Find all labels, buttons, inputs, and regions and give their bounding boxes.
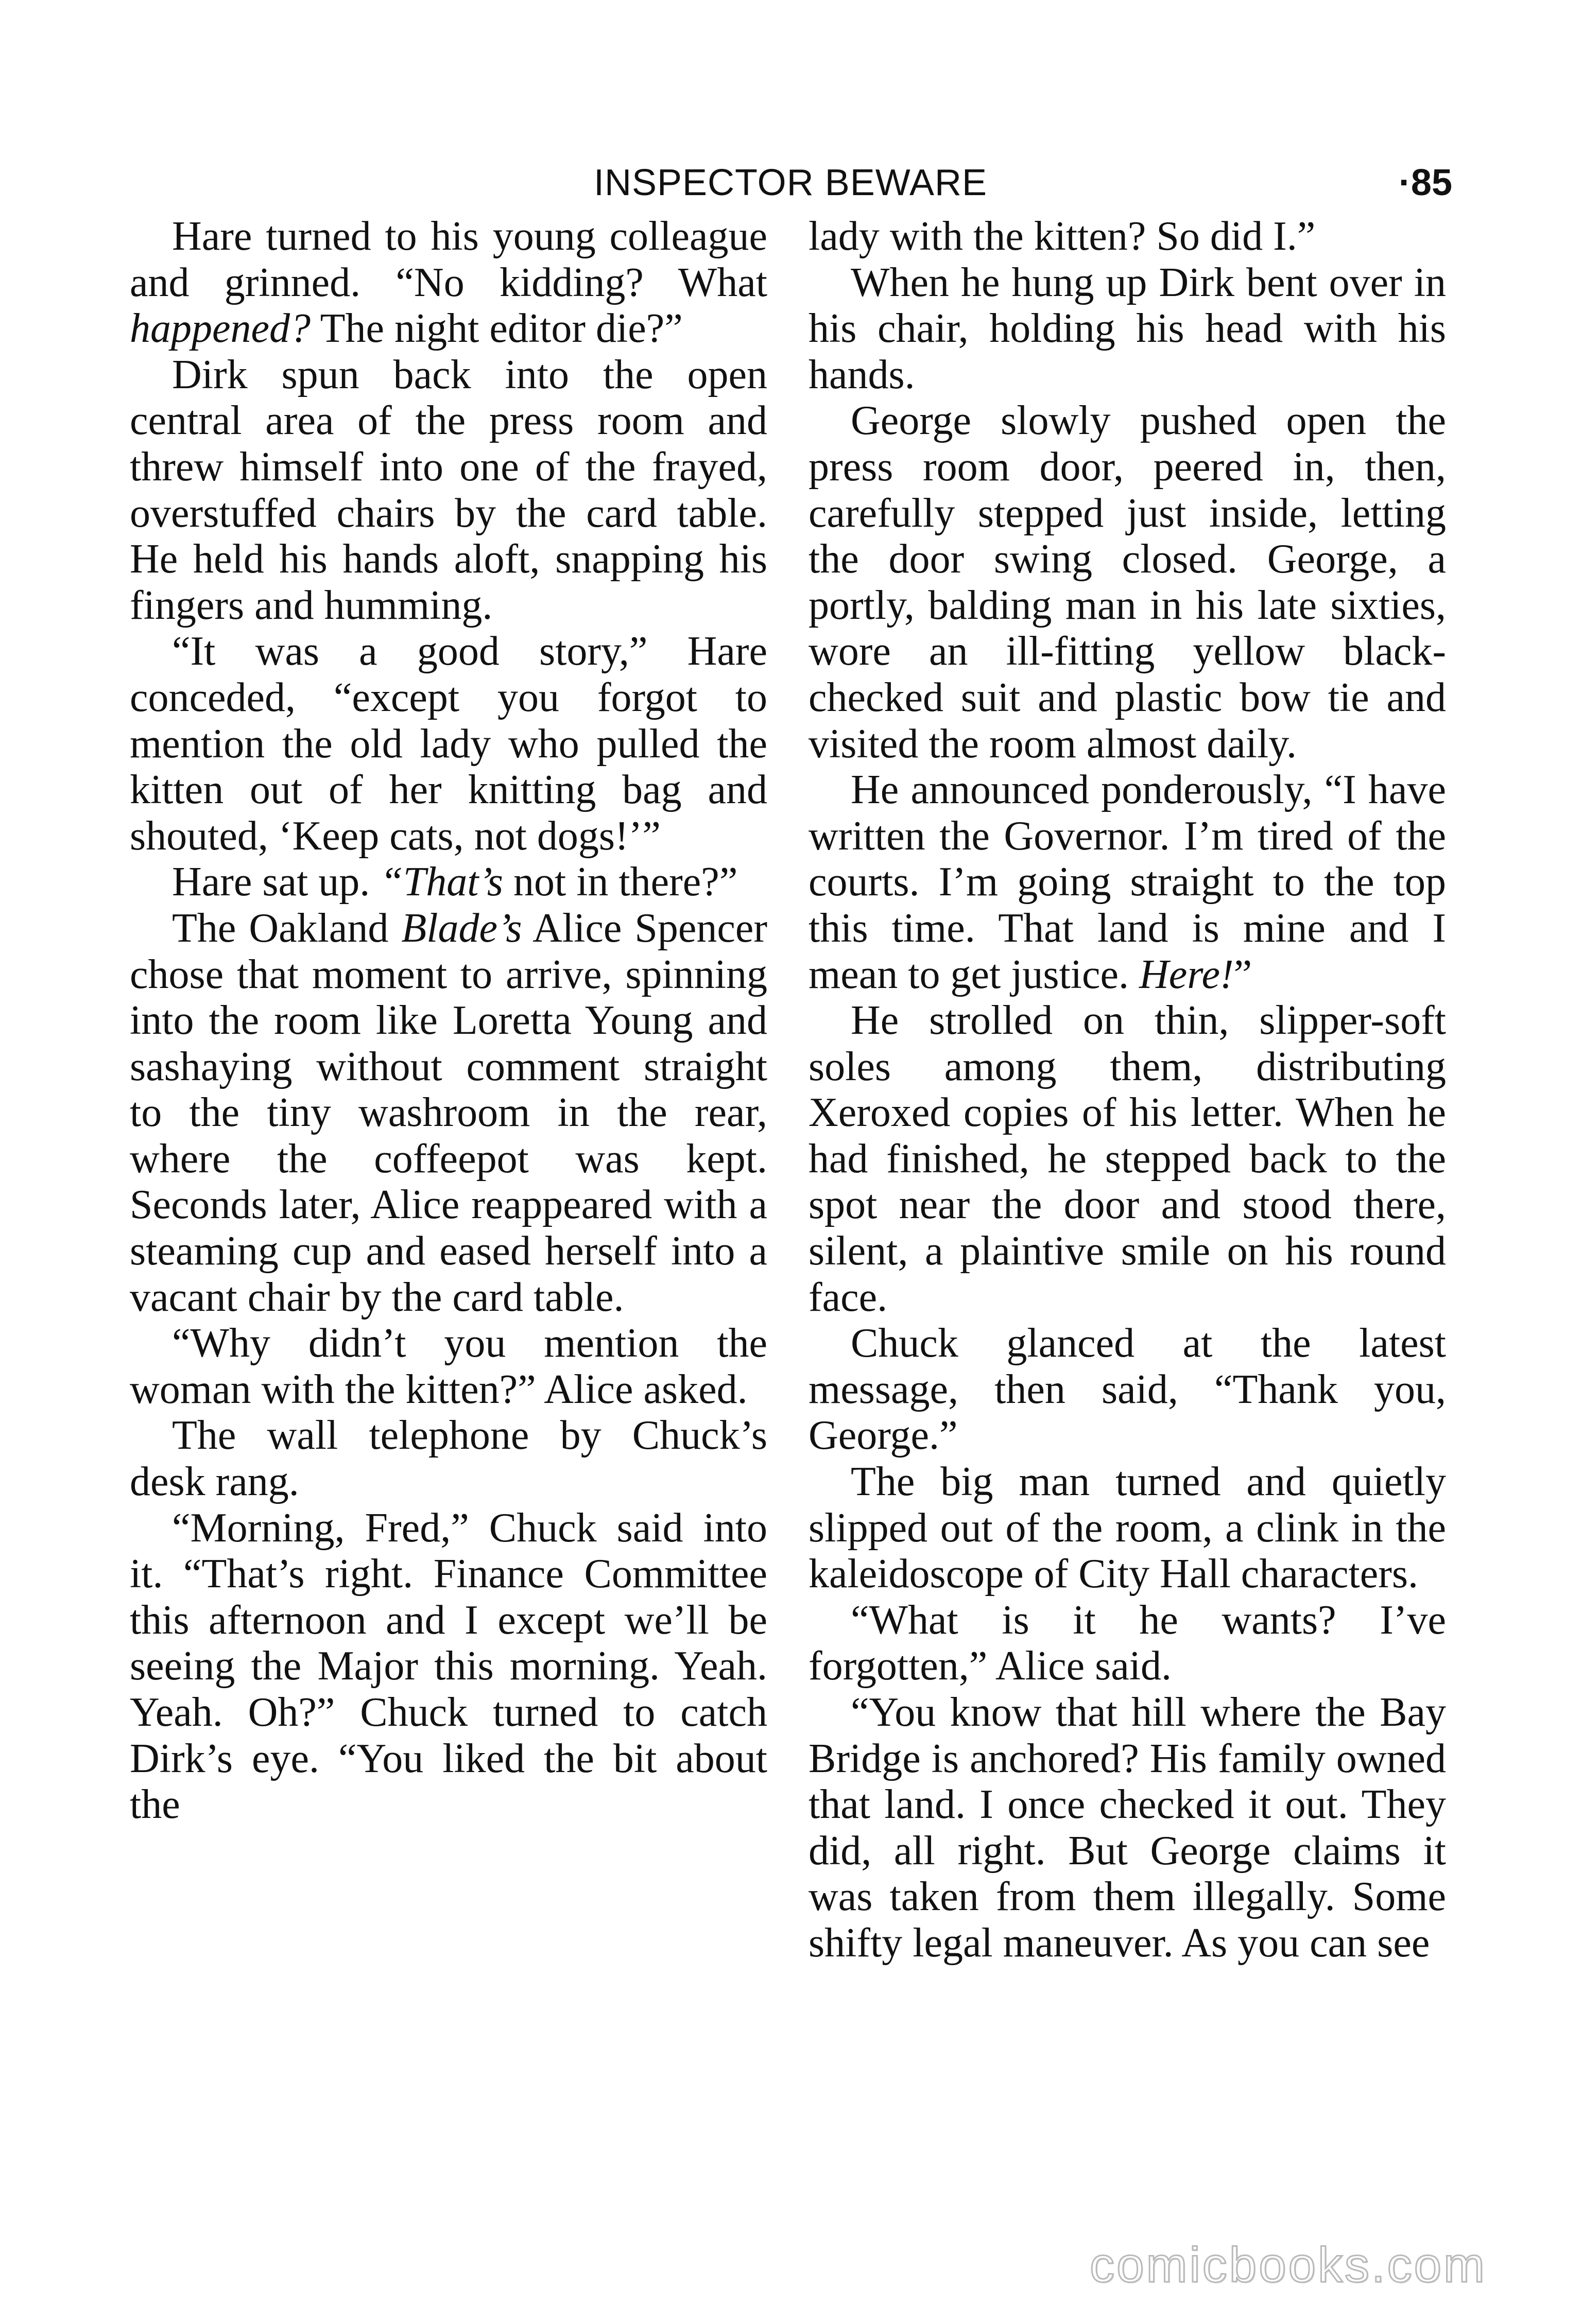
paragraph: “You know that hill where the Bay Bridge is anchored? His family owned that land. I once checked it out. They did, all right. But George claims it was taken from them illegally. Some shifty legal maneuver. As you can see <box>809 1690 1446 1966</box>
paragraph: Hare sat up. “That’s not in there?” <box>172 859 738 905</box>
page-number: ·85 <box>1398 162 1452 203</box>
paragraph: When he hung up Dirk bent over in his chair, holding his head with his hands. <box>809 259 1446 397</box>
paragraph: “Morning, Fred,” Chuck said into it. “That’s right. Finance Committee this afternoon and I except we’ll be seeing the Major this morning. Yeah. Yeah. Oh?” Chuck turned to catch Dirk’s eye. “You liked the bit about the <box>130 1505 767 1828</box>
paragraph: He strolled on thin, slipper-soft soles among them, distributing Xeroxed copies of his letter. When he had finished, he stepped back to the spot near the door and stood there, silent, a plaintive smile on his round face. <box>809 998 1446 1320</box>
paragraph: Chuck glanced at the latest message, then said, “Thank you, George.” <box>809 1321 1446 1459</box>
paragraph: George slowly pushed open the press room door, peered in, then, carefully stepped just inside, letting the door swing closed. George, a portly, balding man in his late sixties, wore an ill-fitting yellow black-checked suit and plastic bow tie and visited the room almost daily. <box>809 398 1446 767</box>
running-title: INSPECTOR BEWARE <box>593 162 988 203</box>
paragraph: The big man turned and quietly slipped out of the room, a clink in the kaleidoscope of City Hall characters. <box>809 1459 1446 1597</box>
paragraph: The wall telephone by Chuck’s desk rang. <box>130 1413 767 1505</box>
italic-text: Blade’s <box>401 905 522 951</box>
italic-text: happened? <box>130 306 311 352</box>
italic-text: “That’s <box>380 859 503 905</box>
paragraph: Hare turned to his young colleague and grinned. “No kidding? What happened? The night editor die?” <box>130 214 767 352</box>
paragraph: He announced ponderously, “I have written the Governor. I’m tired of the courts. I’m going straight to the top this time. That land is mine and I mean to get justice. Here!” <box>809 767 1446 997</box>
left-text-column <box>130 214 767 1828</box>
paragraph: The Oakland Blade’s Alice Spencer chose that moment to arrive, spinning into the room like Loretta Young and sashaying without comment straight to the tiny washroom in the rear, where the coffeepot was kept. Seconds later, Alice reappeared with a steaming cup and eased herself into a vacant chair by the card table. <box>130 905 767 1320</box>
watermark: comicbooks.com <box>1090 2238 1487 2293</box>
paragraph: lady with the kitten? So did I.” <box>809 214 1316 259</box>
italic-text: Here! <box>1139 951 1234 997</box>
paragraph: “It was a good story,” Hare conceded, “except you forgot to mention the old lady who pulled the kitten out of her knitting bag and shouted, ‘Keep cats, not dogs!’” <box>130 629 767 859</box>
paragraph: Dirk spun back into the open central area of the press room and threw himself into one of the frayed, overstuffed chairs by the card table. He held his hands aloft, snapping his fingers and humming. <box>130 352 767 628</box>
paragraph: “Why didn’t you mention the woman with the kitten?” Alice asked. <box>130 1321 767 1412</box>
paragraph: “What is it he wants? I’ve forgotten,” Alice said. <box>809 1597 1446 1689</box>
running-head <box>129 154 1452 211</box>
right-text-column <box>809 214 1446 1967</box>
